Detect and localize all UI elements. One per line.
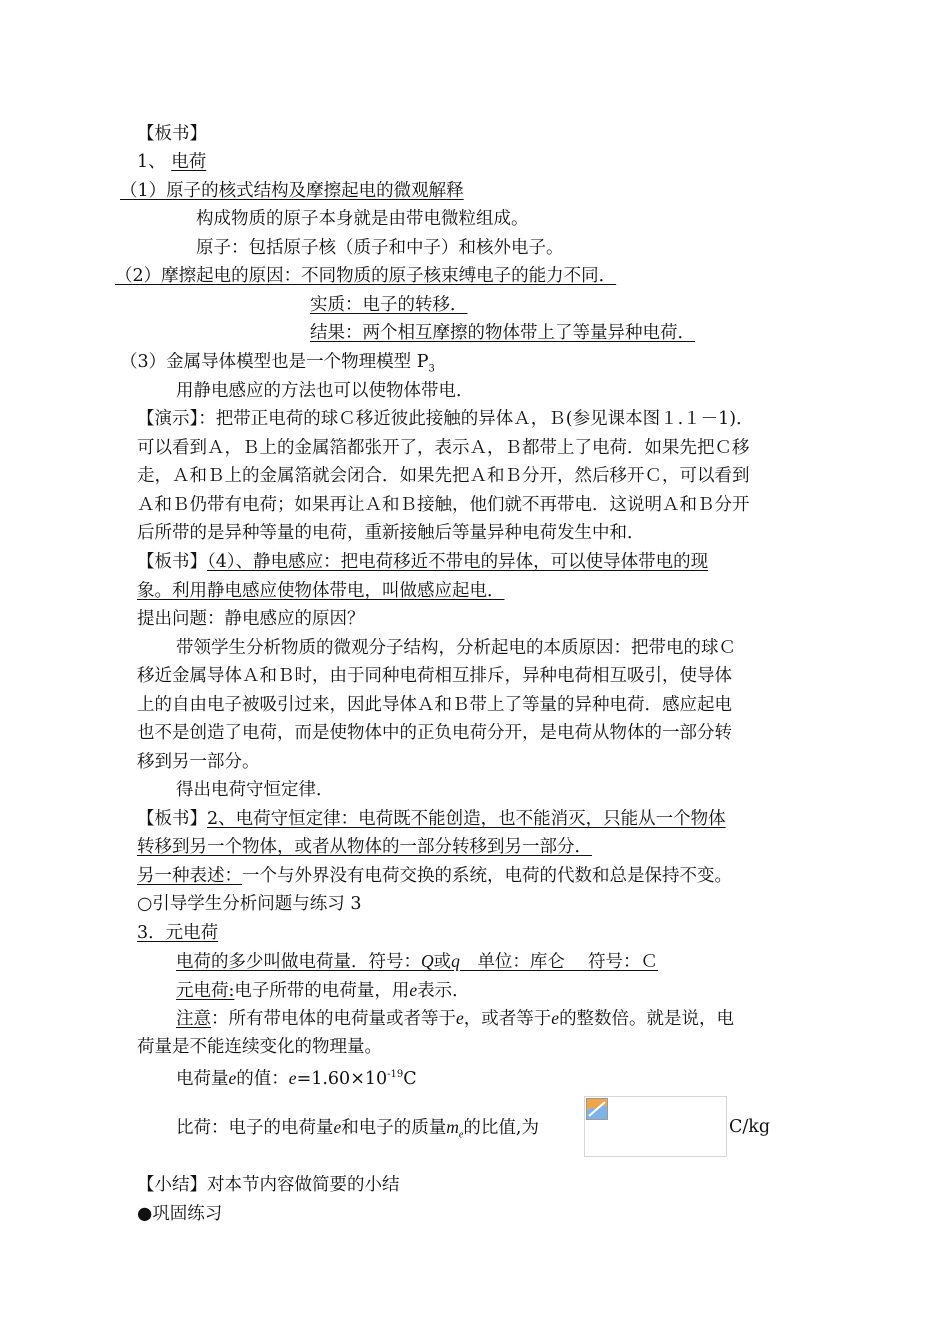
analysis-paragraph-line: 移近金属导体Ａ和Ｂ时，由于同种电荷相互排斥，异种电荷相互吸引，使导体 — [137, 666, 732, 686]
text-line: 结果：两个相互摩擦的物体带上了等量异种电荷． — [310, 323, 695, 343]
demo-paragraph-line: 可以看到Ａ，Ｂ上的金属箔都张开了，表示Ａ，Ｂ都带上了电荷．如果先把Ｃ移 — [137, 438, 750, 458]
formula-image-placeholder — [584, 1096, 727, 1157]
section-1-heading — [137, 148, 206, 176]
text-line: 实质：电子的转移． — [310, 295, 468, 315]
board-heading: 【板书】 — [137, 124, 207, 144]
practice-line: ●巩固练习 — [137, 1204, 223, 1224]
note-line: 注意：所有带电体的电荷量或者等于e，或者等于e的整数倍。就是说，电 — [176, 1008, 735, 1029]
broken-image-icon — [586, 1098, 608, 1120]
demo-paragraph-line: 走，Ａ和Ｂ上的金属箔就会闭合．如果先把Ａ和Ｂ分开，然后移开Ｃ，可以看到 — [137, 466, 750, 486]
analysis-paragraph-line: 带领学生分析物质的微观分子结构，分析起电的本质原因：把带电的球Ｃ — [176, 638, 736, 658]
summary-line: 【小结】对本节内容做简要的小结 — [137, 1175, 400, 1195]
text-line: 原子：包括原子核（质子和中子）和核外电子。 — [196, 238, 564, 258]
elementary-charge-line: 元电荷:电子所带的电荷量，用e表示． — [176, 980, 470, 1001]
charge-value-line: 电荷量e的值：$e=1.60\times 10^{-19}C$ — [176, 1067, 417, 1089]
subsection-1-heading: （1）原子的核式结构及摩擦起电的微观解释 — [120, 181, 464, 201]
section-title: 电荷 — [171, 152, 207, 172]
subsection-2-heading: （2）摩擦起电的原因：不同物质的原子核束缚电子的能力不同． — [115, 266, 617, 286]
section-number: 1、 — [137, 152, 166, 172]
exercise-guide-line: ○引导学生分析问题与练习 3 — [137, 894, 362, 914]
demo-paragraph-line: 【演示】：把带正电荷的球Ｃ移近彼此接触的异体Ａ，Ｂ(参见课本图１.１－1)． — [137, 409, 754, 429]
text-line: 得出电荷守恒定律． — [176, 780, 334, 800]
text-line: 用静电感应的方法也可以使物体带电． — [176, 381, 474, 401]
charge-definition-line: 电荷的多少叫做电荷量．符号：Q或q 单位：库仑 符号：Ｃ — [176, 951, 658, 972]
note-line: 荷量是不能连续变化的物理量。 — [137, 1037, 382, 1057]
demo-paragraph-line: 后所带的是异种等量的电荷，重新接触后等量异种电荷发生中和． — [137, 523, 645, 543]
specific-charge-line: 比荷：电子的电荷量e和电子的质量$m_e$的比值,为 — [176, 1117, 539, 1141]
demo-paragraph-line: Ａ和Ｂ仍带有电荷；如果再让Ａ和Ｂ接触，他们就不再带电．这说明Ａ和Ｂ分开 — [137, 495, 750, 515]
analysis-paragraph-line: 移到另一部分。 — [137, 752, 260, 772]
unit-label: C/kg — [729, 1117, 771, 1137]
board-conservation-line: 转移到另一个物体，或者从物体的一部分转移到另一部分． — [137, 837, 592, 857]
board-induction-line: 象。利用静电感应使物体带电，叫做感应起电． — [137, 581, 505, 601]
question-line: 提出问题：静电感应的原因？ — [137, 609, 365, 629]
analysis-paragraph-line: 也不是创造了电荷，而是使物体中的正负电荷分开，是电荷从物体的一部分转 — [137, 723, 732, 743]
board-induction-line: 【板书】（4）、静电感应：把电荷移近不带电的异体，可以使导体带电的现 — [137, 552, 709, 572]
subsection-3-heading: （3）金属导体模型也是一个物理模型 $P_3$ — [120, 352, 435, 375]
section-3-heading: 3．元电荷 — [137, 923, 219, 943]
analysis-paragraph-line: 上的自由电子被吸引过来，因此导体Ａ和Ｂ带上了等量的异种电荷．感应起电 — [137, 695, 732, 715]
board-conservation-line: 【板书】2、电荷守恒定律：电荷既不能创造，也不能消灭，只能从一个物体 — [137, 809, 726, 829]
text-line: 构成物质的原子本身就是由带电微粒组成。 — [196, 209, 529, 229]
alternate-statement-line: 另一种表述：一个与外界没有电荷交换的系统，电荷的代数和总是保持不变。 — [137, 866, 732, 886]
